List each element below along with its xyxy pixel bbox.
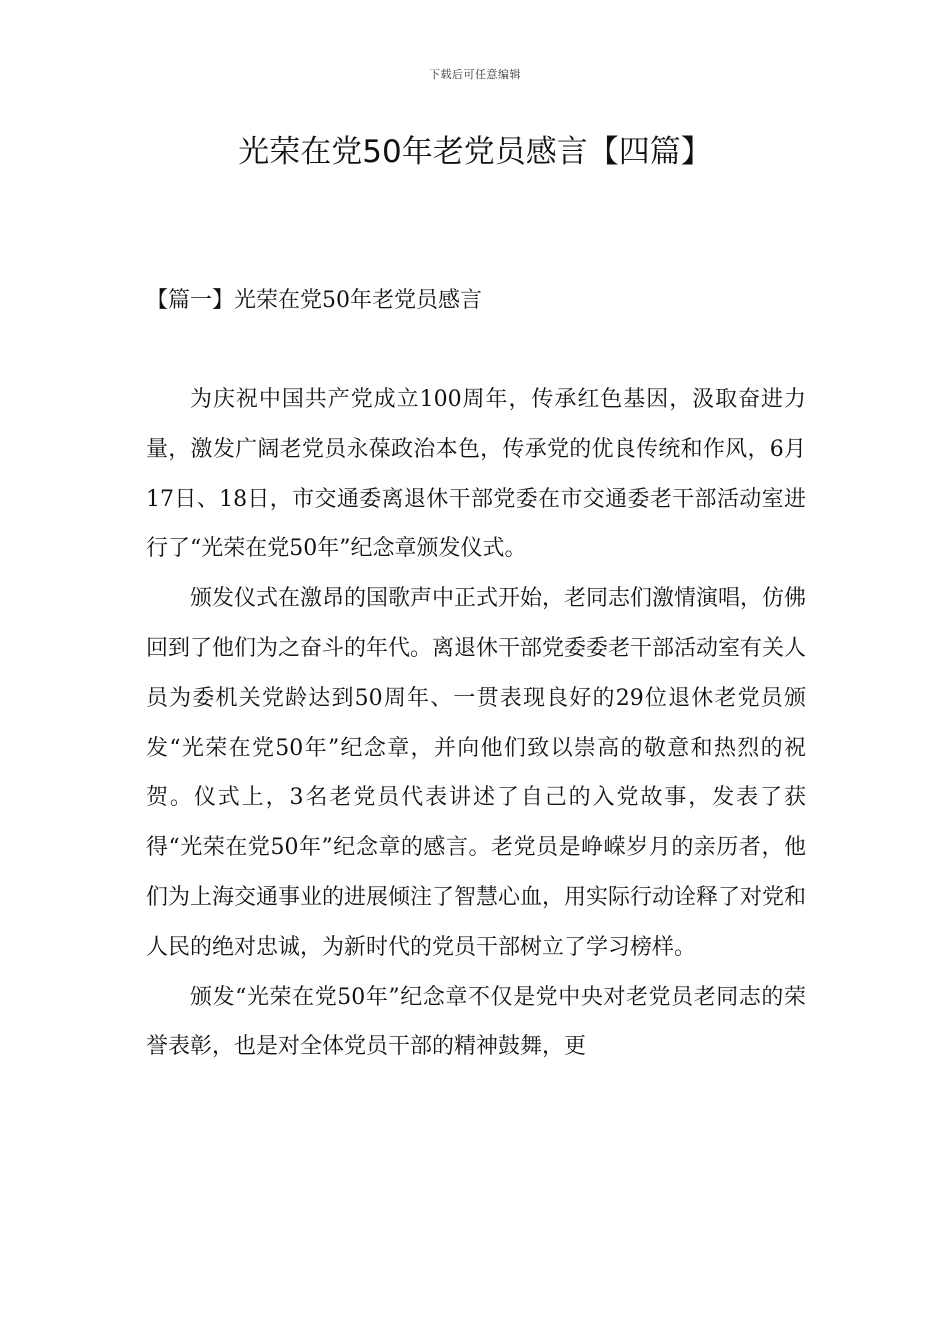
paragraph-3: 颁发“光荣在党50年”纪念章不仅是党中央对老党员老同志的荣誉表彰，也是对全体党员干部的精神鼓舞，更 xyxy=(146,984,806,1060)
paragraph-1: 为庆祝中国共产党成立100周年，传承红色基因，汲取奋进力量，激发广阔老党员永葆政治本色，传承党的优良传统和作风，6月17日、18日，市交通委离退休干部党委在市交通委老干部活动室进行了“光荣在党50年”纪念章颁发仪式。 xyxy=(146,387,806,562)
section-heading: 【篇一】光荣在党50年老党员感言 xyxy=(146,288,482,313)
paragraph-2: 颁发仪式在激昂的国歌声中正式开始，老同志们激情演唱，仿佛回到了他们为之奋斗的年代。离退休干部党委委老干部活动室有关人员为委机关党龄达到50周年、一贯表现良好的29位退休老党员颁发“光荣在党50年”纪念章，并向他们致以崇高的敬意和热烈的祝贺。仪式上，3名老党员代表讲述了自己的入党故事，发表了获得“光荣在党50年”纪念章的感言。老党员是峥嵘岁月的亲历者，他们为上海交通事业的进展倾注了智慧心血，用实际行动诠释了对党和人民的绝对忠诚，为新时代的党员干部树立了学习榜样。 xyxy=(146,586,807,960)
body-text xyxy=(146,375,806,1072)
header-note: 下载后可任意编辑 xyxy=(429,68,521,81)
document-title: 光荣在党50年老党员感言【四篇】 xyxy=(238,134,712,170)
